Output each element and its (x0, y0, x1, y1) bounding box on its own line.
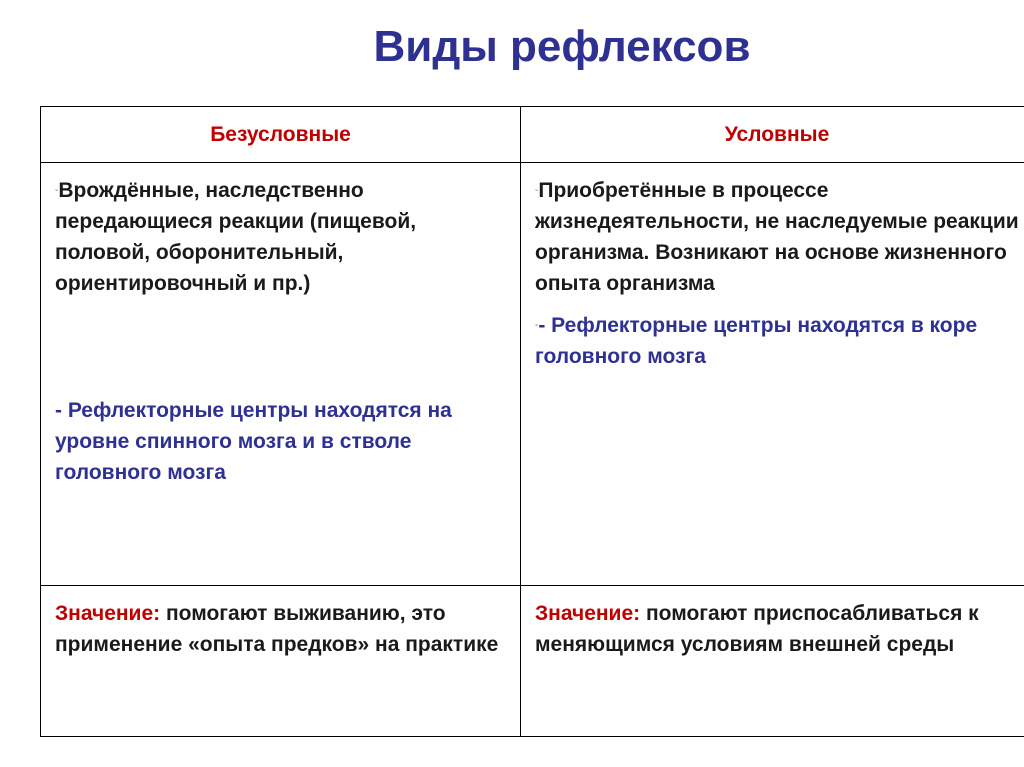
unconditioned-cell (41, 163, 521, 586)
header-conditioned: Условные (521, 107, 1024, 163)
conditioned-meaning-text: помогают приспосабливаться к меняющимся условиям внешней среды (535, 602, 979, 656)
meaning-label: Значение: (55, 602, 161, 625)
conditioned-cell (521, 163, 1024, 586)
reflex-comparison-table (40, 106, 1024, 737)
unconditioned-meaning-text: помогают выживанию, это применение «опыта предков» на практике (55, 602, 499, 656)
header-unconditioned: Безусловные (41, 107, 521, 163)
conditioned-centers (535, 310, 1023, 372)
header-row (41, 107, 1024, 163)
conditioned-meaning-cell (521, 586, 1024, 737)
conditioned-centers-text: - Рефлекторные центры находятся в коре головного мозга (535, 314, 978, 368)
conditioned-meaning (535, 598, 1023, 660)
description-row (41, 163, 1024, 586)
conditioned-description-text: Приобретённые в процессе жизнедеятельности, не наследуемые реакции организма. Возникают на основе жизненного опыта организма (535, 179, 1019, 295)
unconditioned-description-text: Врождённые, наследственно передающиеся реакции (пищевой, половой, оборонительный, ориентировочный и пр.) (55, 179, 417, 295)
meaning-row (41, 586, 1024, 737)
conditioned-description (535, 175, 1023, 299)
unconditioned-description (55, 175, 510, 299)
unconditioned-meaning (55, 598, 510, 660)
unconditioned-centers: - Рефлекторные центры находятся на уровне спинного мозга и в стволе головного мозга (55, 399, 452, 484)
page-title: Виды рефлексов (373, 22, 751, 71)
meaning-label: Значение: (535, 602, 641, 625)
bullet-marker: - (535, 185, 539, 196)
unconditioned-meaning-cell (41, 586, 521, 737)
bullet-marker: - (535, 320, 539, 331)
bullet-marker: - (55, 185, 59, 196)
